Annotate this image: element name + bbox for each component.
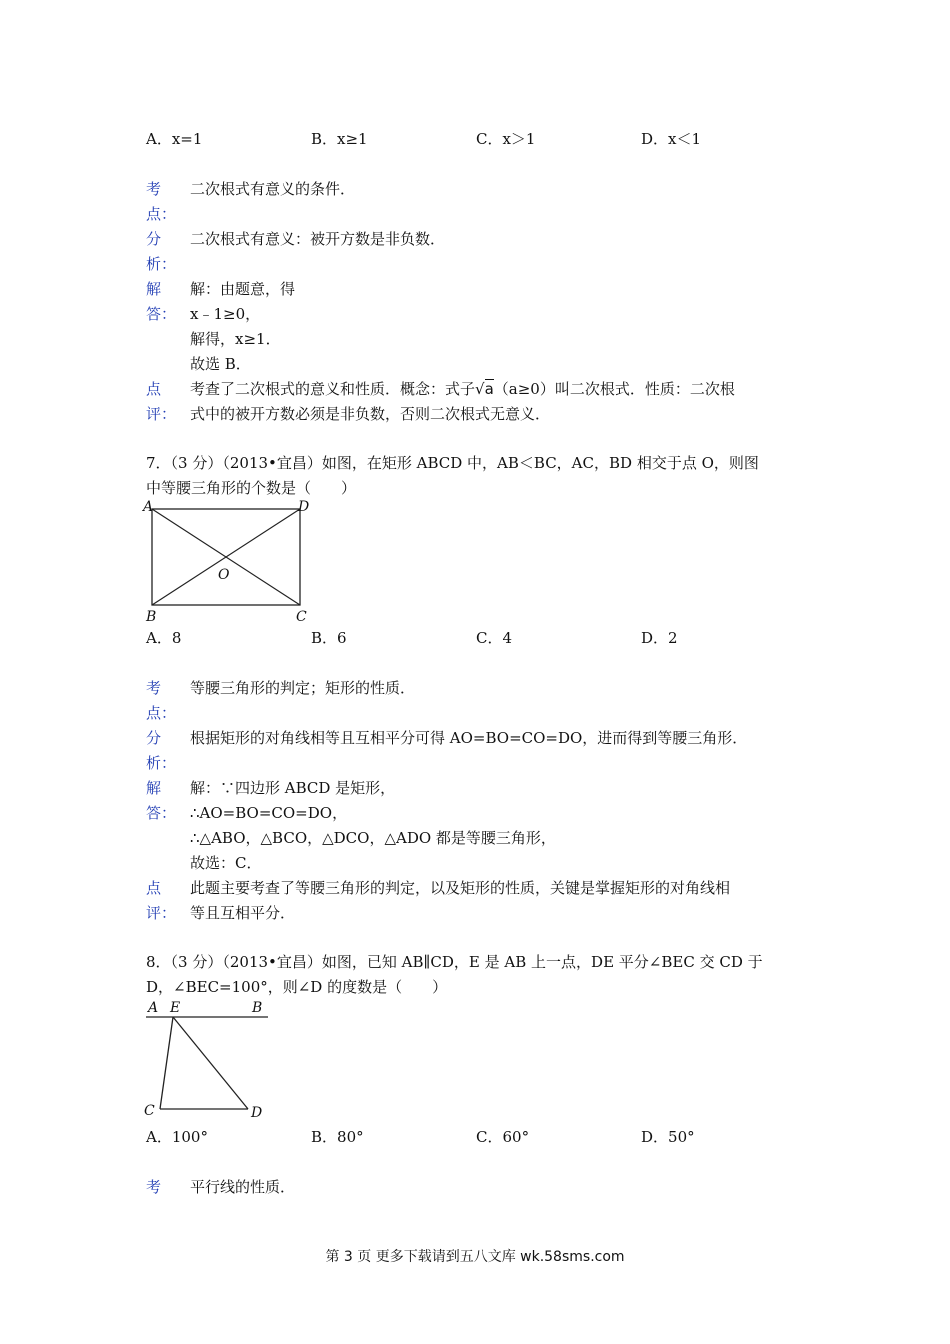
q7-stem-line-1: 7．（3 分）（2013•宜昌）如图，在矩形 ABCD 中，AB＜BC，AC，BD 相交于点 O，则图 — [146, 454, 759, 472]
q6-option-b: B．x≥1 — [311, 130, 368, 148]
q7-fenxi-label-2: 析： — [146, 754, 177, 772]
q7-fenxi-text: 根据矩形的对角线相等且互相平分可得 AO=BO=CO=DO，进而得到等腰三角形． — [190, 729, 748, 747]
sqrt-argument: a — [484, 380, 494, 398]
q8-triangle-figure — [140, 997, 280, 1125]
label-o: O — [218, 567, 230, 583]
label-c: C — [144, 1103, 155, 1119]
q6-dianping-line-1 — [190, 378, 735, 399]
q6-dianping-label-2: 评： — [146, 405, 177, 423]
label-e: E — [170, 1000, 181, 1016]
q8-stem-line-2: D，∠BEC=100°，则∠D 的度数是（ ） — [146, 978, 448, 996]
label-a: A — [148, 1000, 159, 1016]
label-d: D — [251, 1105, 263, 1121]
q6-dianping-line-2: 式中的被开方数必须是非负数，否则二次根式无意义． — [190, 405, 551, 423]
segment-ec — [160, 1017, 173, 1109]
q6-kaodian-label-1: 考 — [146, 180, 162, 198]
q8-kaodian-text: 平行线的性质． — [190, 1178, 296, 1196]
q6-option-a: A．x=1 — [146, 130, 203, 148]
q6-jieda-line-4: 故选 B． — [190, 355, 251, 373]
q7-stem-line-2: 中等腰三角形的个数是（ ） — [146, 479, 357, 497]
q7-jieda-line-4: 故选：C． — [190, 854, 262, 872]
sqrt-radical-icon: √ — [475, 380, 485, 398]
q7-fenxi-label-1: 分 — [146, 729, 162, 747]
q8-option-c: C．60° — [476, 1128, 530, 1146]
label-b: B — [146, 609, 157, 625]
label-d: D — [298, 499, 310, 515]
q7-kaodian-text: 等腰三角形的判定；矩形的性质． — [190, 679, 416, 697]
page-footer: 第 3 页 更多下载请到五八文库 wk.58sms.com — [325, 1249, 625, 1265]
q7-option-a: A．8 — [146, 629, 182, 647]
q6-jieda-label-1: 解 — [146, 280, 162, 298]
q6-fenxi-label-2: 析： — [146, 255, 177, 273]
q7-option-d: D．2 — [641, 629, 678, 647]
q7-option-b: B．6 — [311, 629, 347, 647]
q8-option-a: A．100° — [146, 1128, 208, 1146]
label-c: C — [296, 609, 307, 625]
q7-jieda-line-3: ∴△ABO，△BCO，△DCO，△ADO 都是等腰三角形， — [190, 829, 556, 847]
q8-option-b: B．80° — [311, 1128, 364, 1146]
q7-dianping-line-2: 等且互相平分． — [190, 904, 296, 922]
q8-option-d: D．50° — [641, 1128, 695, 1146]
q7-rectangle-figure — [140, 497, 320, 627]
q7-kaodian-label-2: 点： — [146, 704, 177, 722]
q6-option-d: D．x＜1 — [641, 130, 702, 148]
sqrt-expression — [475, 379, 494, 398]
q7-dianping-label-1: 点 — [146, 879, 162, 897]
q6-jieda-line-3: 解得，x≥1． — [190, 330, 281, 348]
segment-ed — [173, 1017, 248, 1109]
q7-dianping-label-2: 评： — [146, 904, 177, 922]
q6-jieda-label-2: 答： — [146, 305, 177, 323]
q7-dianping-line-1: 此题主要考查了等腰三角形的判定，以及矩形的性质，关键是掌握矩形的对角线相 — [190, 879, 731, 897]
q7-jieda-label-2: 答： — [146, 804, 177, 822]
q6-dianping-pre: 考查了二次根式的意义和性质．概念：式子 — [190, 380, 476, 398]
label-b: B — [252, 1000, 263, 1016]
q7-option-c: C．4 — [476, 629, 513, 647]
q7-kaodian-label-1: 考 — [146, 679, 162, 697]
q7-jieda-line-1: 解：∵四边形 ABCD 是矩形， — [190, 779, 396, 797]
q6-kaodian-text: 二次根式有意义的条件． — [190, 180, 356, 198]
q6-dianping-label-1: 点 — [146, 380, 162, 398]
q7-jieda-line-2: ∴AO=BO=CO=DO， — [190, 804, 348, 822]
q6-fenxi-label-1: 分 — [146, 230, 162, 248]
q8-kaodian-label-1: 考 — [146, 1178, 162, 1196]
q6-kaodian-label-2: 点： — [146, 205, 177, 223]
label-a: A — [143, 499, 154, 515]
q6-jieda-line-2: x﹣1≥0， — [190, 305, 261, 323]
q6-jieda-line-1: 解：由题意，得 — [190, 280, 296, 298]
q7-jieda-label-1: 解 — [146, 779, 162, 797]
q6-option-c: C．x＞1 — [476, 130, 536, 148]
q8-stem-line-1: 8．（3 分）（2013•宜昌）如图，已知 AB∥CD，E 是 AB 上一点，DE 平分∠BEC 交 CD 于 — [146, 953, 763, 971]
q6-fenxi-text: 二次根式有意义：被开方数是非负数． — [190, 230, 446, 248]
q6-dianping-post: （a≥0）叫二次根式．性质：二次根 — [493, 380, 735, 398]
